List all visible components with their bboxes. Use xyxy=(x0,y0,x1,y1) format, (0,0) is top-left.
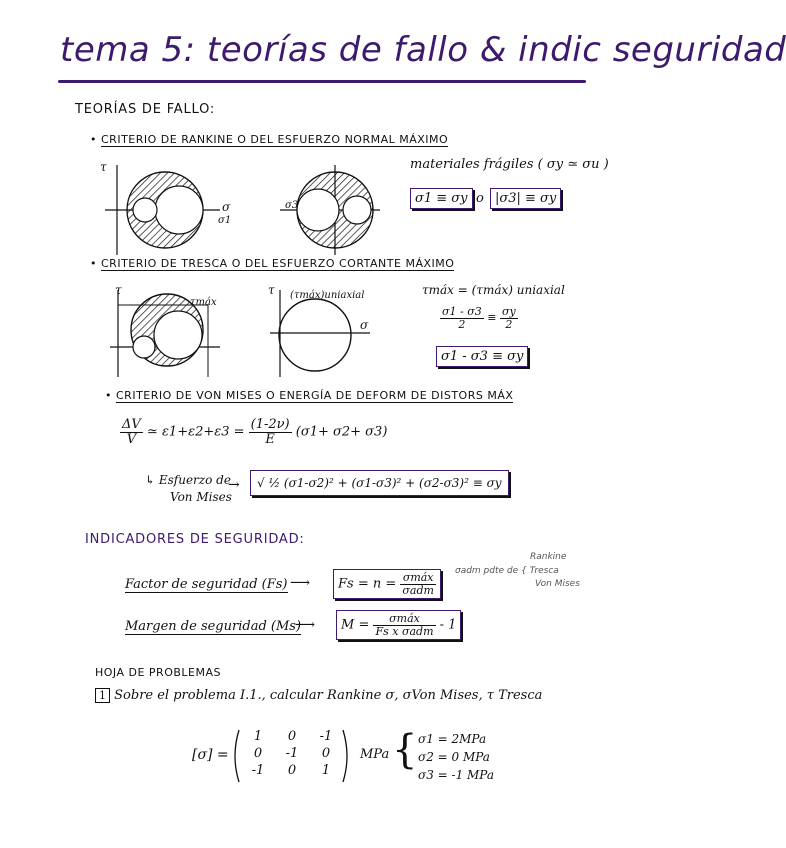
arrow-to-vonmises: → xyxy=(228,477,240,493)
problem-number: 1 xyxy=(95,688,110,703)
side-note-tresca: σadm pdte de { Tresca xyxy=(455,566,559,576)
principal-stress-1: σ1 = 2MPa xyxy=(418,732,487,746)
page-title: tema 5: teorías de fallo & indic seguridad xyxy=(60,30,786,70)
problems-heading: HOJA DE PROBLEMAS xyxy=(95,666,221,679)
matrix-row xyxy=(241,762,343,779)
tresca-condition: τmáx = (τmáx) uniaxial xyxy=(422,283,565,297)
matrix-label: [σ] = xyxy=(192,747,229,763)
section-heading-indicadores: INDICADORES DE SEGURIDAD: xyxy=(85,532,305,547)
vonmises-volume-eq: $\frac{\Delta V}{V}$ ≃ ε1+ε2+ε3 = $\frac{(1-2\nu)}{E}$ (σ1+ σ2+ σ3) xyxy=(122,417,388,447)
axis-label-sigma-2: σ xyxy=(360,318,369,332)
axis-label-tau-1: τ xyxy=(100,160,107,174)
matrix-row xyxy=(241,745,343,762)
vonmises-formula-box: √ ½ (σ1-σ2)² + (σ1-σ3)² + (σ2-σ3)² ≡ σy xyxy=(250,470,509,496)
label-sigma1-rankine: σ1 xyxy=(218,215,232,226)
matrix-unit: MPa xyxy=(360,747,390,762)
fs-formula-box: Fs = n = $\frac{\text{σmáx}}{\text{σadm}}$ xyxy=(333,569,441,599)
rankine-eq-box-2: |σ3| ≡ σy xyxy=(490,188,561,209)
fs-label: Factor de seguridad (Fs) xyxy=(125,577,288,592)
matrix-cell: 1 xyxy=(253,729,263,744)
matrix-row xyxy=(241,728,343,745)
label-taumax: τmáx xyxy=(190,297,217,308)
side-note-rankine: Rankine xyxy=(530,552,567,562)
matrix-cell: -1 xyxy=(319,729,333,744)
problem-1-statement: 1 Sobre el problema I.1., calcular Rankine σ, σVon Mises, τ Tresca xyxy=(95,688,542,703)
matrix-cell: 0 xyxy=(287,729,297,744)
axis-label-tau-2: τ xyxy=(115,283,122,297)
label-tau-uniaxial: (τmáx)uniaxial xyxy=(290,290,365,301)
side-note-vonmises: Von Mises xyxy=(535,579,580,589)
principal-stress-3: σ3 = -1 MPa xyxy=(418,768,494,782)
tresca-fraction-eq: $\frac{\sigma 1 - \sigma 3}{2}$ ≡ $\frac{\sigma y}{2}$ xyxy=(442,305,516,331)
tresca-title: • CRITERIO DE TRESCA O DEL ESFUERZO CORTANTE MÁXIMO xyxy=(90,257,455,270)
matrix-cell: 1 xyxy=(321,763,331,778)
arrow-fs: ⟶ xyxy=(290,575,311,591)
rankine-eq-box-1: σ1 ≡ σy xyxy=(410,188,473,209)
vonmises-title: • CRITERIO DE VON MISES O ENERGÍA DE DEFORM DE DISTORS MÁX xyxy=(105,389,514,402)
tresca-eq-box: σ1 - σ3 ≡ σy xyxy=(436,346,528,367)
matrix-cell: -1 xyxy=(251,763,265,778)
matrix-cell: 0 xyxy=(287,763,297,778)
vonmises-label-2: Von Mises xyxy=(170,490,232,504)
arrow-ms: ⟶ xyxy=(295,617,316,633)
stress-matrix xyxy=(235,728,343,779)
rankine-title: • CRITERIO DE RANKINE O DEL ESFUERZO NORMAL MÁXIMO xyxy=(90,133,449,146)
or-text: o xyxy=(476,191,484,206)
matrix-cell: -1 xyxy=(285,746,299,761)
principal-stress-2: σ2 = 0 MPa xyxy=(418,750,490,764)
axis-label-sigma-1: σ xyxy=(222,200,231,214)
materials-note: materiales frágiles ( σy ≃ σu ) xyxy=(410,157,609,172)
ms-label: Margen de seguridad (Ms) xyxy=(125,619,302,634)
vonmises-label-1: ↳ Esfuerzo de xyxy=(145,473,231,487)
curly-brace: { xyxy=(392,727,418,773)
matrix-cell: 0 xyxy=(321,746,331,761)
label-sigma3-rankine: σ3 xyxy=(285,200,299,211)
matrix-cell: 0 xyxy=(253,746,263,761)
title-underline xyxy=(58,80,586,83)
section-heading-fallo: TEORÍAS DE FALLO: xyxy=(75,102,216,117)
ms-formula-box: M = $\frac{\text{σmáx}}{\text{Fs x σadm}}$ - 1 xyxy=(336,610,461,640)
axis-label-tau-3: τ xyxy=(268,283,275,297)
rankine-mohr-diagrams xyxy=(95,160,385,260)
